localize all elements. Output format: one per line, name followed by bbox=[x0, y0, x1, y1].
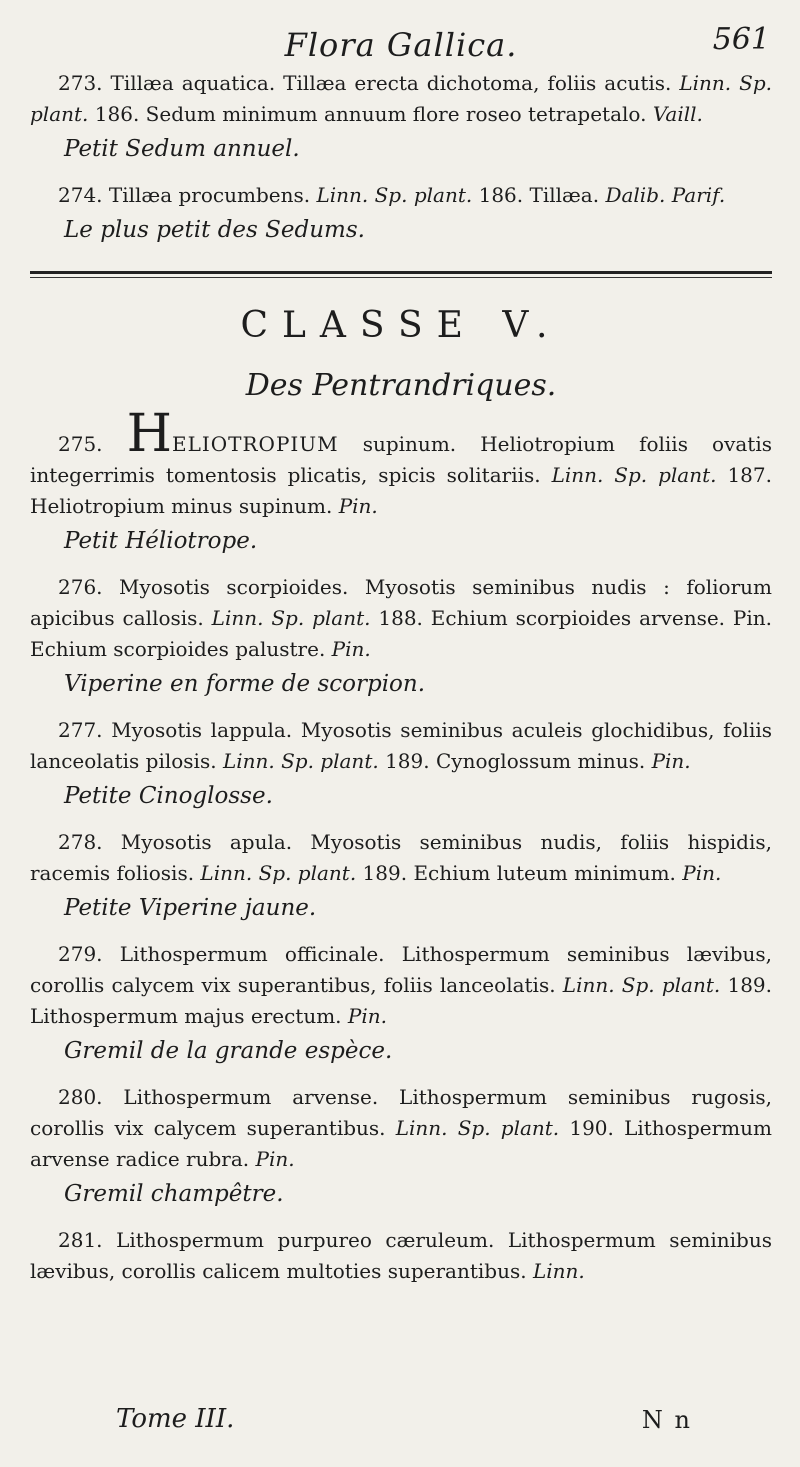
rule-thick bbox=[30, 271, 772, 274]
entry-text bbox=[30, 180, 772, 211]
common-name: Petite Cinoglosse. bbox=[64, 783, 273, 809]
entry-number: 279. bbox=[58, 942, 103, 966]
author-citation: Dalib. Parif. bbox=[605, 183, 726, 207]
reference: Linn. Sp. plant. bbox=[211, 606, 371, 630]
entry bbox=[30, 1082, 772, 1211]
entry-text bbox=[30, 404, 773, 522]
entry-rest: 189. Echium luteum minimum. bbox=[356, 861, 683, 885]
entry-description: Tillæa aquatica. Tillæa erecta dichotoma, foliis acutis. bbox=[110, 71, 680, 95]
entry bbox=[30, 572, 772, 701]
entry bbox=[30, 939, 772, 1068]
entry-number: 273. bbox=[58, 71, 103, 95]
entry-text bbox=[30, 68, 772, 130]
author-citation: Pin. bbox=[347, 1004, 387, 1028]
entry-text bbox=[30, 827, 772, 889]
page-number: 561 bbox=[712, 22, 770, 57]
reference: Linn. Sp. plant. bbox=[551, 463, 717, 487]
entry bbox=[30, 1225, 772, 1287]
author-citation: Pin. bbox=[651, 749, 691, 773]
entry-number: 274. bbox=[58, 183, 103, 207]
entry-description: Myosotis scorpioides. Myosotis seminibus nudis : foliorum apicibus callosis. bbox=[30, 575, 772, 630]
reference: Linn. Sp. plant. bbox=[30, 71, 773, 126]
entry-description: Tillæa procumbens. bbox=[108, 183, 317, 207]
entry-rest: 190. Lithospermum arvense radice rubra. bbox=[30, 1116, 772, 1171]
entry-number: 276. bbox=[58, 575, 103, 599]
section-rule bbox=[30, 271, 772, 281]
drop-capital: H bbox=[126, 404, 172, 464]
entry-description: Lithospermum officinale. Lithospermum seminibus lævibus, corollis calycem vix superantibus, foliis lanceolatis. bbox=[30, 942, 772, 997]
entry-description: Myosotis lappula. Myosotis seminibus aculeis glochidibus, foliis lanceolatis pilosis. bbox=[30, 718, 772, 773]
entry-number: 277. bbox=[58, 718, 103, 742]
page bbox=[30, 18, 772, 1448]
author-citation: Pin. bbox=[338, 494, 378, 518]
common-name: Gremil de la grande espèce. bbox=[64, 1038, 393, 1064]
entry-text bbox=[30, 715, 772, 777]
entry-rest: 189. Cynoglossum minus. bbox=[378, 749, 652, 773]
entry bbox=[30, 715, 772, 813]
entry-text bbox=[30, 572, 772, 665]
entry-rest: 187. Heliotropium minus supinum. bbox=[30, 463, 772, 518]
common-name: Viperine en forme de scorpion. bbox=[64, 671, 426, 697]
entry-rest: 186. Sedum minimum annuum flore roseo tetrapetalo. bbox=[88, 102, 653, 126]
reference: Linn. Sp. plant. bbox=[395, 1116, 560, 1140]
entry-number: 275. bbox=[58, 432, 103, 456]
entry bbox=[30, 68, 772, 166]
entry-description: Lithospermum purpureo cæruleum. Lithospermum seminibus lævibus, corollis calicem multoties superantibus. bbox=[30, 1228, 772, 1283]
common-name: Gremil champêtre. bbox=[64, 1181, 284, 1207]
tome-label: Tome III. bbox=[116, 1404, 235, 1434]
reference: Linn. Sp. plant. bbox=[200, 861, 357, 885]
entries-top bbox=[30, 68, 772, 247]
common-name: Le plus petit des Sedums. bbox=[64, 217, 365, 243]
reference: Linn. Sp. plant. bbox=[222, 749, 379, 773]
author-citation: Pin. bbox=[331, 637, 371, 661]
reference: Linn. Sp. plant. bbox=[562, 973, 721, 997]
genus-small-caps: ELIOTROPIUM bbox=[171, 432, 339, 456]
common-name: Petit Héliotrope. bbox=[64, 528, 258, 554]
entry bbox=[30, 827, 772, 925]
entry-text bbox=[30, 1082, 772, 1175]
class-subtitle: Des Pentrandriques. bbox=[245, 368, 557, 403]
running-head bbox=[30, 18, 772, 68]
entry bbox=[30, 180, 772, 247]
common-name: Petit Sedum annuel. bbox=[64, 136, 300, 162]
entries-main bbox=[30, 404, 773, 1287]
rule-thin bbox=[30, 277, 772, 278]
author-citation: Vaill. bbox=[652, 102, 703, 126]
author-citation: Pin. bbox=[682, 861, 722, 885]
entry-number: 281. bbox=[58, 1228, 103, 1252]
class-title: CLASSE V. bbox=[240, 305, 562, 346]
reference: Linn. bbox=[532, 1259, 585, 1283]
signature-mark: N n bbox=[641, 1406, 692, 1434]
entry-text bbox=[30, 939, 772, 1032]
page-footer bbox=[30, 1404, 772, 1444]
common-name: Petite Viperine jaune. bbox=[64, 895, 317, 921]
entry-rest: 188. Echium scorpioides arvense. Pin. Echium scorpioides palustre. bbox=[30, 606, 773, 661]
entry-number: 278. bbox=[58, 830, 103, 854]
entry-rest: 186. Tillæa. bbox=[472, 183, 606, 207]
entry-description: Lithospermum arvense. Lithospermum seminibus rugosis, corollis vix calycem superantibus. bbox=[30, 1085, 772, 1140]
entry-text bbox=[30, 1225, 772, 1287]
author-citation: Pin. bbox=[255, 1147, 295, 1171]
running-title: Flora Gallica. bbox=[284, 26, 518, 64]
reference: Linn. Sp. plant. bbox=[316, 183, 473, 207]
entry-number: 280. bbox=[58, 1085, 103, 1109]
entry-description: supinum. Heliotropium foliis ovatis integerrimis tomentosis plicatis, spicis solitariis. bbox=[30, 432, 773, 487]
entry bbox=[30, 404, 773, 558]
entry-description: Myosotis apula. Myosotis seminibus nudis, foliis hispidis, racemis foliosis. bbox=[30, 830, 773, 885]
entry-rest: 189. Lithospermum majus erectum. bbox=[30, 973, 773, 1028]
